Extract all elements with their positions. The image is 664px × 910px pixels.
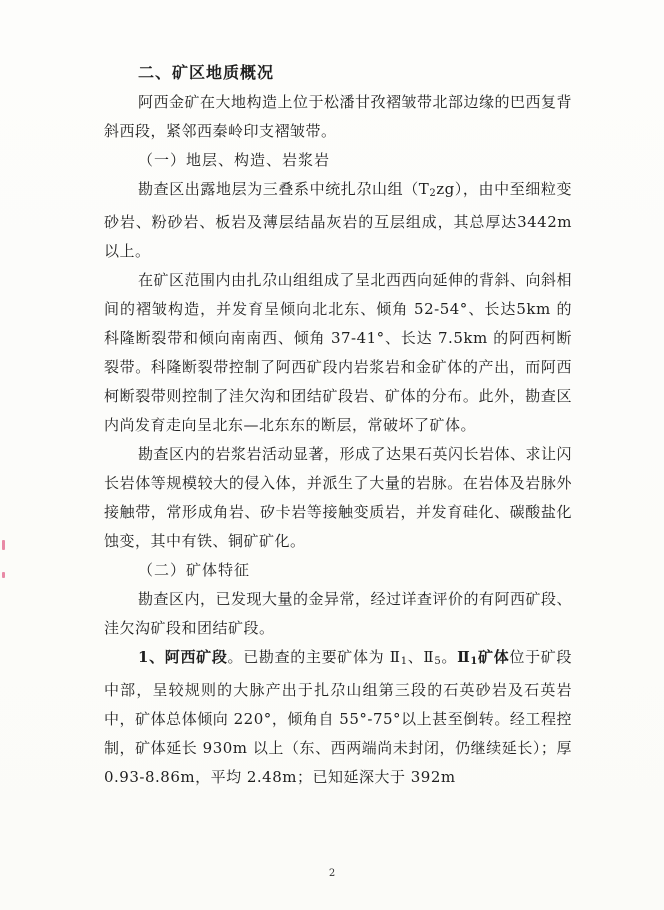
paragraph-strata [104, 175, 572, 266]
axi-text-c: 。 [441, 648, 458, 666]
paragraph-magmatic-rock: 勘查区内的岩浆岩活动显著，形成了达果石英闪长岩体、求让闪长岩体等规模较大的侵入体，并派生了大量的岩脉。在岩体及岩脉外接触带，常形成角岩、矽卡岩等接触变质岩，并发育硅化、碳酸盐化蚀变，其中有铁、铜矿矿化。 [104, 445, 573, 550]
subsection-heading-strata: （一）地层、构造、岩浆岩 [138, 151, 331, 169]
subscript-1: 1 [400, 656, 408, 667]
paragraph-anomalies: 勘查区内，已发现大量的金异常，经过详查评价的有阿西矿段、洼欠沟矿段和团结矿段。 [104, 590, 573, 637]
section-title: 二、矿区地质概况 [138, 63, 275, 82]
axi-text-b: 、Ⅱ [407, 648, 435, 666]
axi-segment-lead: 1、阿西矿段 [138, 648, 228, 666]
axi-text-d: 位于矿段中部，呈较规则的大脉产出于扎尕山组第三段的石英砂岩及石英岩中，矿体总体倾向 220°，倾角自 55°-75°以上甚至倒转。经工程控制，矿体延长 930m 以上（东、西两端尚未封闭，仍继续延长）；厚 0.93-8.86m，平均 2.48m；已知延深大于 392m [104, 648, 572, 786]
scan-artifact-mark [2, 540, 5, 550]
paragraph-strata-text-a: 勘查区出露地层为三叠系中统扎尕山组（T [138, 180, 430, 198]
subscript-2: 2 [429, 188, 437, 199]
subscript-5: 5 [434, 656, 442, 667]
ore-body-label-numeral: Ⅱ [457, 648, 471, 666]
paragraph-strata-text-b: zg），由中至细粒变砂岩、粉砂岩、板岩及薄层结晶灰岩的互层组成，其总厚达3442m 以上。 [104, 180, 572, 260]
ore-body-label: 矿体 [477, 648, 510, 666]
scan-artifact-mark [2, 572, 5, 578]
paragraph-tectonic-position: 阿西金矿在大地构造上位于松潘甘孜褶皱带北部边缘的巴西复背斜西段，紧邻西秦岭印支褶皱带。 [104, 93, 573, 140]
axi-text-a: 。已勘查的主要矿体为 Ⅱ [227, 648, 401, 666]
subsection-heading-ore-body: （二）矿体特征 [138, 561, 251, 579]
page-number: 2 [328, 868, 336, 879]
paragraph-axi-segment [104, 643, 572, 792]
paragraph-structure: 在矿区范围内由扎尕山组组成了呈北西西向延伸的背斜、向斜相间的褶皱构造，并发育呈倾向北北东、倾角 52-54°、长达5km 的科隆断裂带和倾向南南西、倾角 37-41°、长达 7.5km 的阿西柯断裂带。科隆断裂带控制了阿西矿段内岩浆岩和金矿体的产出，而阿西柯断裂带则控制了洼欠沟和团结矿段岩、矿体的分布。此外，勘查区内尚发育走向呈北东—北东东的断层，常破坏了矿体。 [104, 271, 573, 434]
subscript-1-bold: 1 [470, 656, 478, 667]
document-body [104, 58, 572, 792]
